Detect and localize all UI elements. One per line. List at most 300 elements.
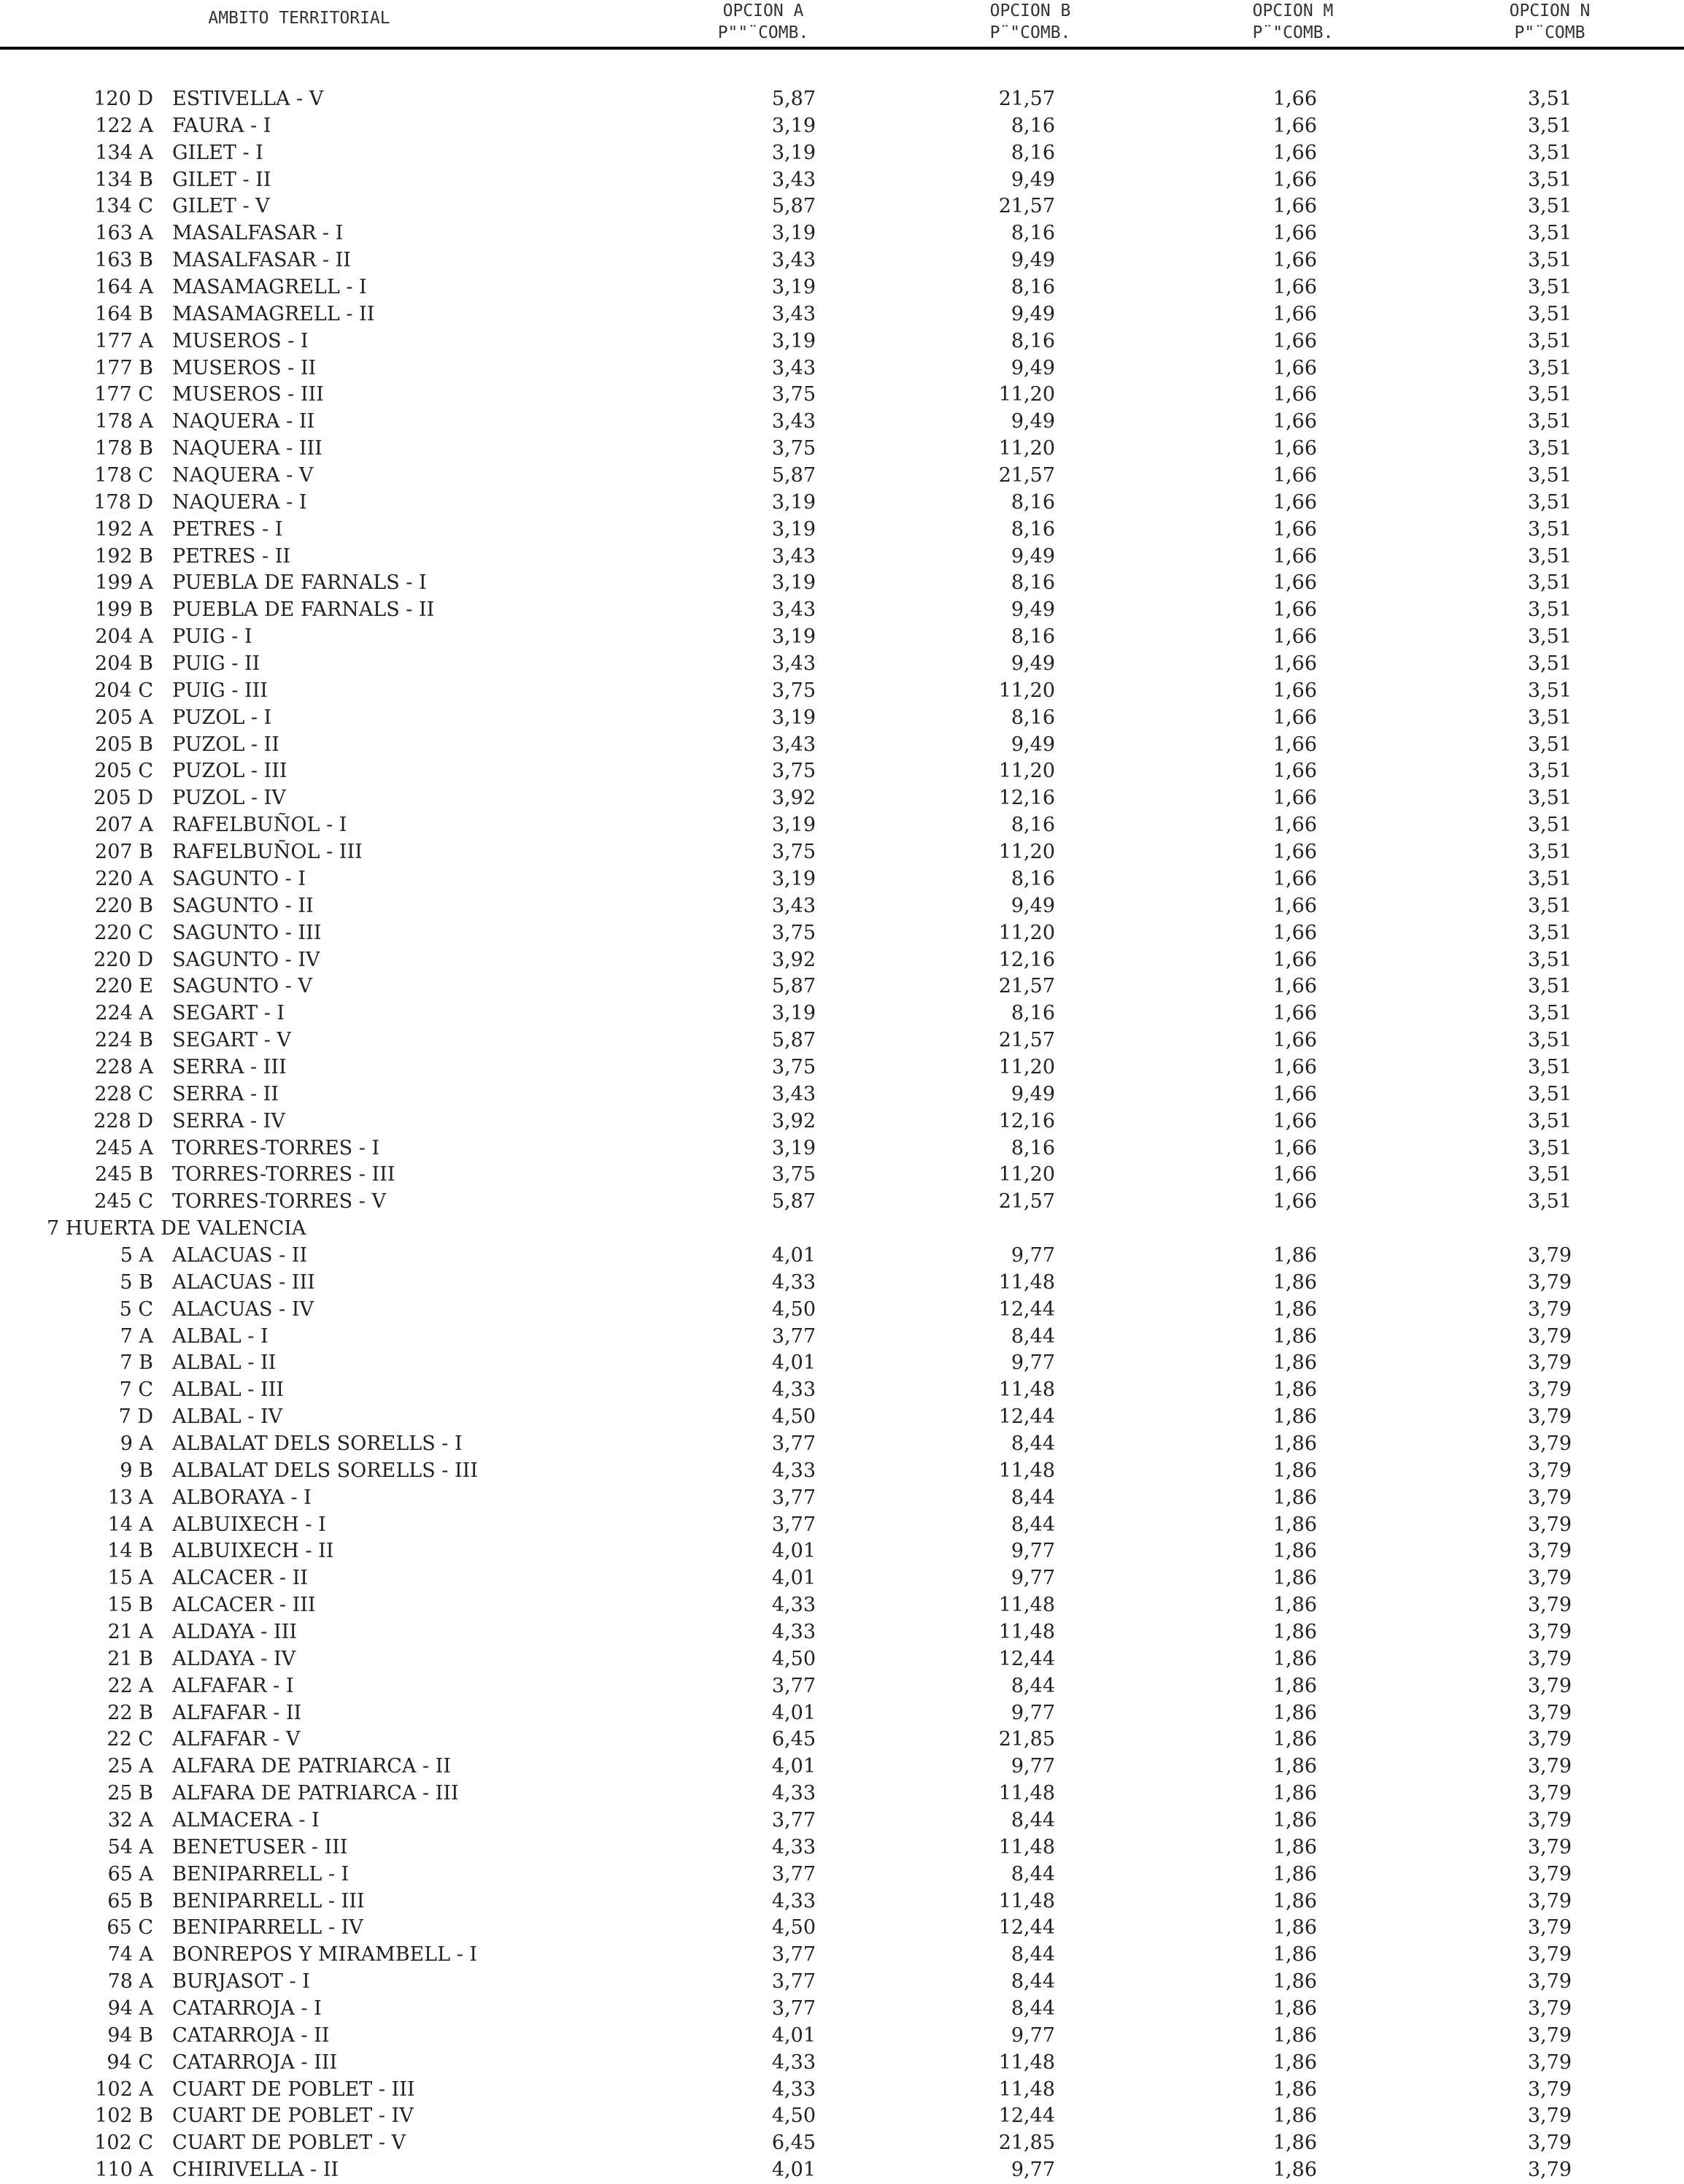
row-code: 134 A xyxy=(95,141,153,164)
row-opcion-b: 12,16 xyxy=(998,787,1055,810)
row-opcion-m: 1,86 xyxy=(1272,1997,1317,2021)
row-opcion-b: 21,57 xyxy=(998,1029,1055,1052)
row-opcion-b: 11,48 xyxy=(998,2050,1055,2074)
row-code: 205 B xyxy=(95,733,153,756)
row-opcion-n: 3,79 xyxy=(1527,1916,1572,1940)
row-opcion-a: 3,19 xyxy=(771,490,816,514)
table-row xyxy=(0,140,1684,167)
row-opcion-b: 12,16 xyxy=(998,948,1055,971)
row-opcion-n: 3,51 xyxy=(1527,894,1572,917)
row-opcion-m: 1,86 xyxy=(1272,1943,1317,1967)
row-opcion-m: 1,86 xyxy=(1272,1243,1317,1267)
row-opcion-a: 3,43 xyxy=(771,544,816,568)
row-ambito-name: MUSEROS - III xyxy=(172,383,324,406)
row-opcion-a: 3,19 xyxy=(771,517,816,541)
row-opcion-b: 9,49 xyxy=(1011,598,1055,622)
row-opcion-n: 3,51 xyxy=(1527,464,1572,487)
row-opcion-b: 9,49 xyxy=(1011,652,1055,676)
row-opcion-a: 3,19 xyxy=(771,625,816,649)
row-opcion-b: 9,49 xyxy=(1011,302,1055,325)
row-opcion-a: 3,77 xyxy=(771,1970,816,1994)
row-opcion-m: 1,66 xyxy=(1272,841,1317,864)
row-code: 205 D xyxy=(93,787,153,810)
row-opcion-n: 3,79 xyxy=(1527,2050,1572,2074)
row-opcion-n: 3,79 xyxy=(1527,2158,1572,2182)
row-opcion-n: 3,51 xyxy=(1527,88,1572,110)
row-code: 15 A xyxy=(107,1567,153,1590)
row-ambito-name: PUIG - II xyxy=(172,652,260,676)
row-code: 134 B xyxy=(95,168,153,191)
row-opcion-a: 4,01 xyxy=(771,1701,816,1724)
row-opcion-n: 3,79 xyxy=(1527,1728,1572,1751)
row-opcion-b: 21,85 xyxy=(998,1728,1055,1751)
row-opcion-a: 4,33 xyxy=(771,1782,816,1805)
table-row xyxy=(0,1377,1684,1404)
row-ambito-name: SAGUNTO - IV xyxy=(172,948,320,971)
row-code: 220 E xyxy=(95,975,153,998)
row-opcion-n: 3,79 xyxy=(1527,1701,1572,1724)
row-ambito-name: NAQUERA - III xyxy=(172,437,322,460)
row-opcion-m: 1,86 xyxy=(1272,2104,1317,2128)
row-code: 7 D xyxy=(118,1405,153,1429)
row-opcion-b: 8,44 xyxy=(1011,1513,1055,1536)
row-opcion-b: 21,57 xyxy=(998,464,1055,487)
row-ambito-name: ALCACER - III xyxy=(172,1594,316,1617)
row-opcion-a: 3,43 xyxy=(771,168,816,191)
table-row xyxy=(0,1646,1684,1673)
row-opcion-n: 3,51 xyxy=(1527,1082,1572,1105)
row-ambito-name: ALBAL - I xyxy=(172,1324,269,1348)
row-opcion-b: 8,44 xyxy=(1011,1997,1055,2021)
row-ambito-name: SAGUNTO - III xyxy=(172,921,322,944)
row-opcion-a: 4,01 xyxy=(771,1243,816,1267)
header-opcion-m-title: OPCION M xyxy=(1252,1,1334,20)
row-opcion-m: 1,86 xyxy=(1272,1647,1317,1670)
row-code: 5 C xyxy=(119,1297,153,1321)
table-row xyxy=(0,1350,1684,1377)
row-code: 228 A xyxy=(95,1055,153,1079)
row-ambito-name: BURJASOT - I xyxy=(172,1970,310,1994)
table-row xyxy=(0,866,1684,893)
row-opcion-a: 5,87 xyxy=(771,88,816,110)
row-ambito-name: RAFELBUÑOL - I xyxy=(172,814,347,837)
row-ambito-name: ESTIVELLA - V xyxy=(172,88,324,110)
row-ambito-name: SERRA - II xyxy=(172,1082,279,1105)
table-row xyxy=(0,247,1684,274)
row-opcion-m: 1,66 xyxy=(1272,383,1317,406)
row-code: 65 B xyxy=(107,1889,153,1913)
row-opcion-b: 11,48 xyxy=(998,1889,1055,1913)
row-opcion-m: 1,66 xyxy=(1272,1190,1317,1213)
header-opcion-a xyxy=(676,0,851,44)
row-opcion-n: 3,51 xyxy=(1527,1136,1572,1159)
row-code: 245 C xyxy=(94,1190,153,1213)
row-opcion-m: 1,66 xyxy=(1272,544,1317,568)
table-row xyxy=(0,839,1684,866)
row-opcion-b: 8,16 xyxy=(1011,867,1055,890)
row-opcion-m: 1,86 xyxy=(1272,1405,1317,1429)
row-opcion-b: 11,20 xyxy=(998,437,1055,460)
table-row xyxy=(0,597,1684,624)
table-row xyxy=(0,2050,1684,2077)
table-row xyxy=(0,1270,1684,1297)
row-opcion-a: 3,75 xyxy=(771,1055,816,1079)
table-row xyxy=(0,167,1684,194)
row-ambito-name: ALMACERA - I xyxy=(172,1809,320,1832)
row-opcion-m: 1,86 xyxy=(1272,1486,1317,1509)
row-opcion-b: 8,16 xyxy=(1011,114,1055,137)
row-opcion-n: 3,51 xyxy=(1527,1109,1572,1132)
row-code: 163 B xyxy=(95,249,153,272)
row-opcion-a: 5,87 xyxy=(771,1190,816,1213)
row-opcion-a: 3,19 xyxy=(771,1136,816,1159)
row-opcion-b: 9,77 xyxy=(1011,1755,1055,1778)
row-ambito-name: ALFARA DE PATRIARCA - II xyxy=(172,1755,451,1778)
row-opcion-m: 1,66 xyxy=(1272,195,1317,218)
row-ambito-name: ALFAFAR - I xyxy=(172,1674,294,1697)
row-opcion-a: 6,45 xyxy=(771,2131,816,2155)
row-opcion-n: 3,79 xyxy=(1527,2131,1572,2155)
row-code: 228 C xyxy=(94,1082,153,1105)
row-opcion-a: 3,77 xyxy=(771,1513,816,1536)
row-opcion-n: 3,51 xyxy=(1527,787,1572,810)
row-opcion-a: 3,19 xyxy=(771,222,816,245)
table-row xyxy=(0,1404,1684,1431)
row-code: 224 B xyxy=(95,1029,153,1052)
table-row xyxy=(0,1243,1684,1270)
row-ambito-name: GILET - V xyxy=(172,195,270,218)
table-row xyxy=(0,1915,1684,1942)
row-ambito-name: PETRES - II xyxy=(172,544,291,568)
row-opcion-m: 1,86 xyxy=(1272,1782,1317,1805)
row-opcion-m: 1,66 xyxy=(1272,329,1317,352)
row-opcion-m: 1,66 xyxy=(1272,490,1317,514)
row-opcion-b: 8,44 xyxy=(1011,1970,1055,1994)
table-row xyxy=(0,301,1684,328)
row-opcion-m: 1,66 xyxy=(1272,706,1317,729)
table-row xyxy=(0,1592,1684,1619)
table-row xyxy=(0,517,1684,544)
row-opcion-n: 3,79 xyxy=(1527,1378,1572,1402)
row-opcion-a: 3,75 xyxy=(771,679,816,702)
row-ambito-name: CUART DE POBLET - III xyxy=(172,2077,415,2101)
table-row xyxy=(0,1780,1684,1807)
row-code: 207 A xyxy=(95,814,153,837)
row-opcion-m: 1,86 xyxy=(1272,1594,1317,1617)
row-code: 220 C xyxy=(94,921,153,944)
row-opcion-n: 3,51 xyxy=(1527,1055,1572,1079)
row-opcion-n: 3,51 xyxy=(1527,1163,1572,1186)
row-opcion-a: 3,75 xyxy=(771,1163,816,1186)
row-opcion-b: 8,16 xyxy=(1011,329,1055,352)
row-ambito-name: TORRES-TORRES - V xyxy=(172,1190,386,1213)
row-opcion-n: 3,51 xyxy=(1527,975,1572,998)
row-code: 9 B xyxy=(120,1459,153,1482)
row-code: 94 C xyxy=(107,2050,153,2074)
header-opcion-m-unit: P¨"COMB. xyxy=(1252,23,1334,42)
row-opcion-a: 4,01 xyxy=(771,1351,816,1375)
row-opcion-b: 9,77 xyxy=(1011,1567,1055,1590)
row-opcion-a: 3,92 xyxy=(771,787,816,810)
table-row xyxy=(0,785,1684,812)
row-opcion-m: 1,66 xyxy=(1272,114,1317,137)
table-row xyxy=(0,1969,1684,1996)
row-opcion-a: 4,50 xyxy=(771,2104,816,2128)
table-row xyxy=(0,1324,1684,1351)
table-row xyxy=(0,1512,1684,1539)
row-opcion-b: 8,16 xyxy=(1011,222,1055,245)
row-opcion-m: 1,66 xyxy=(1272,437,1317,460)
row-code: 204 C xyxy=(94,679,153,702)
row-opcion-m: 1,66 xyxy=(1272,1109,1317,1132)
table-row xyxy=(0,1996,1684,2023)
row-opcion-a: 3,19 xyxy=(771,329,816,352)
table-row xyxy=(0,1297,1684,1324)
table-row xyxy=(0,893,1684,920)
row-opcion-a: 3,43 xyxy=(771,249,816,272)
row-opcion-b: 21,85 xyxy=(998,2131,1055,2155)
row-opcion-a: 3,19 xyxy=(771,706,816,729)
row-code: 9 A xyxy=(120,1432,153,1455)
header-opcion-n-title: OPCION N xyxy=(1509,1,1591,20)
row-opcion-a: 3,43 xyxy=(771,302,816,325)
header-opcion-a-title: OPCION A xyxy=(722,1,804,20)
table-row xyxy=(0,1538,1684,1565)
row-ambito-name: SAGUNTO - V xyxy=(172,975,312,998)
row-ambito-name: ALBAL - II xyxy=(172,1351,277,1375)
row-ambito-name: MUSEROS - I xyxy=(172,329,309,352)
table-row xyxy=(0,1485,1684,1512)
row-opcion-n: 3,79 xyxy=(1527,1513,1572,1536)
row-opcion-m: 1,86 xyxy=(1272,1270,1317,1294)
row-code: 224 A xyxy=(95,1002,153,1025)
row-opcion-n: 3,79 xyxy=(1527,1647,1572,1670)
row-opcion-b: 11,48 xyxy=(998,1620,1055,1643)
row-opcion-m: 1,66 xyxy=(1272,1163,1317,1186)
row-opcion-a: 3,75 xyxy=(771,921,816,944)
row-opcion-b: 11,20 xyxy=(998,679,1055,702)
row-code: 102 B xyxy=(95,2104,153,2128)
row-code: 205 C xyxy=(94,760,153,783)
row-opcion-m: 1,66 xyxy=(1272,222,1317,245)
row-ambito-name: ALBAL - IV xyxy=(172,1405,283,1429)
row-ambito-name: ALACUAS - III xyxy=(172,1270,315,1294)
row-opcion-m: 1,66 xyxy=(1272,302,1317,325)
table-row xyxy=(0,678,1684,705)
row-ambito-name: ALDAYA - IV xyxy=(172,1647,296,1670)
row-opcion-n: 3,79 xyxy=(1527,1459,1572,1482)
row-ambito-name: NAQUERA - II xyxy=(172,410,315,433)
row-code: 178 B xyxy=(95,437,153,460)
row-opcion-m: 1,86 xyxy=(1272,1916,1317,1940)
table-row xyxy=(0,758,1684,785)
row-code: 177 A xyxy=(95,329,153,352)
row-code: 205 A xyxy=(95,706,153,729)
row-code: 65 A xyxy=(107,1862,153,1886)
row-opcion-b: 9,77 xyxy=(1011,2158,1055,2182)
table-row xyxy=(0,570,1684,597)
table-row xyxy=(0,409,1684,436)
row-opcion-m: 1,86 xyxy=(1272,1755,1317,1778)
row-code: 199 B xyxy=(95,598,153,622)
row-ambito-name: CATARROJA - II xyxy=(172,2023,330,2047)
row-opcion-m: 1,86 xyxy=(1272,1540,1317,1563)
row-opcion-n: 3,79 xyxy=(1527,1782,1572,1805)
row-opcion-b: 8,16 xyxy=(1011,571,1055,595)
row-opcion-a: 3,19 xyxy=(771,867,816,890)
row-opcion-m: 1,66 xyxy=(1272,276,1317,299)
row-ambito-name: BENIPARRELL - III xyxy=(172,1889,365,1913)
header-opcion-n-unit: P"¨COMB xyxy=(1514,23,1585,42)
row-opcion-m: 1,86 xyxy=(1272,1970,1317,1994)
row-code: 14 B xyxy=(107,1540,153,1563)
row-code: 32 A xyxy=(107,1809,153,1832)
row-ambito-name: SERRA - IV xyxy=(172,1109,285,1132)
row-ambito-name: BENIPARRELL - I xyxy=(172,1862,349,1886)
table-row xyxy=(0,328,1684,355)
row-ambito-name: CATARROJA - I xyxy=(172,1997,322,2021)
row-ambito-name: TORRES-TORRES - I xyxy=(172,1136,380,1159)
row-opcion-b: 8,44 xyxy=(1011,1486,1055,1509)
row-opcion-m: 1,86 xyxy=(1272,2077,1317,2101)
row-opcion-b: 8,16 xyxy=(1011,141,1055,164)
row-ambito-name: ALACUAS - II xyxy=(172,1243,308,1267)
table-row xyxy=(0,1834,1684,1861)
table-row xyxy=(0,274,1684,301)
row-opcion-b: 9,77 xyxy=(1011,1701,1055,1724)
row-ambito-name: SERRA - III xyxy=(172,1055,287,1079)
table-row xyxy=(0,1807,1684,1834)
row-opcion-n: 3,51 xyxy=(1527,625,1572,649)
row-ambito-name: ALBALAT DELS SORELLS - III xyxy=(172,1459,478,1482)
row-opcion-a: 3,75 xyxy=(771,841,816,864)
table-row xyxy=(0,1565,1684,1592)
row-opcion-m: 1,86 xyxy=(1272,1432,1317,1455)
row-opcion-n: 3,79 xyxy=(1527,1835,1572,1859)
row-code: 25 A xyxy=(107,1755,153,1778)
row-opcion-n: 3,51 xyxy=(1527,410,1572,433)
row-opcion-n: 3,79 xyxy=(1527,1567,1572,1590)
table-row xyxy=(0,1942,1684,1969)
row-opcion-m: 1,86 xyxy=(1272,1378,1317,1402)
row-opcion-n: 3,51 xyxy=(1527,517,1572,541)
row-ambito-name: SEGART - I xyxy=(172,1002,285,1025)
row-opcion-m: 1,66 xyxy=(1272,814,1317,837)
row-opcion-b: 8,16 xyxy=(1011,706,1055,729)
row-opcion-a: 3,77 xyxy=(771,1943,816,1967)
row-code: 25 B xyxy=(107,1782,153,1805)
row-opcion-b: 9,49 xyxy=(1011,544,1055,568)
row-opcion-m: 1,86 xyxy=(1272,1459,1317,1482)
table-row xyxy=(0,1888,1684,1915)
table-row xyxy=(0,2130,1684,2157)
row-ambito-name: CATARROJA - III xyxy=(172,2050,338,2074)
row-code: 15 B xyxy=(107,1594,153,1617)
row-opcion-a: 3,75 xyxy=(771,383,816,406)
row-ambito-name: PUZOL - III xyxy=(172,760,287,783)
row-ambito-name: CUART DE POBLET - V xyxy=(172,2131,406,2155)
row-opcion-n: 3,51 xyxy=(1527,948,1572,971)
row-opcion-n: 3,51 xyxy=(1527,760,1572,783)
region-heading-row xyxy=(0,1216,1684,1243)
row-opcion-n: 3,51 xyxy=(1527,1029,1572,1052)
row-opcion-n: 3,79 xyxy=(1527,1297,1572,1321)
row-opcion-a: 3,77 xyxy=(771,1674,816,1697)
row-opcion-a: 3,19 xyxy=(771,814,816,837)
row-code: 120 D xyxy=(93,88,153,110)
row-code: 177 B xyxy=(95,356,153,379)
row-opcion-a: 4,01 xyxy=(771,1540,816,1563)
row-opcion-m: 1,66 xyxy=(1272,464,1317,487)
row-code: 5 B xyxy=(120,1270,153,1294)
row-code: 7 C xyxy=(119,1378,153,1402)
row-opcion-a: 4,01 xyxy=(771,2158,816,2182)
row-code: 22 B xyxy=(107,1701,153,1724)
row-opcion-m: 1,66 xyxy=(1272,1002,1317,1025)
row-opcion-n: 3,51 xyxy=(1527,114,1572,137)
table-row xyxy=(0,1673,1684,1700)
row-opcion-b: 9,49 xyxy=(1011,894,1055,917)
row-code: 164 A xyxy=(95,276,153,299)
row-opcion-b: 11,20 xyxy=(998,1055,1055,1079)
row-opcion-b: 9,49 xyxy=(1011,249,1055,272)
row-ambito-name: PUZOL - I xyxy=(172,706,272,729)
row-opcion-m: 1,86 xyxy=(1272,2131,1317,2155)
row-opcion-m: 1,86 xyxy=(1272,1862,1317,1886)
row-code: 228 D xyxy=(93,1109,153,1132)
row-opcion-b: 8,16 xyxy=(1011,814,1055,837)
table-row xyxy=(0,973,1684,1000)
row-opcion-b: 9,49 xyxy=(1011,410,1055,433)
row-opcion-b: 9,49 xyxy=(1011,168,1055,191)
table-row xyxy=(0,2023,1684,2050)
row-opcion-n: 3,79 xyxy=(1527,1540,1572,1563)
table-row xyxy=(0,920,1684,947)
table-row xyxy=(0,490,1684,517)
row-ambito-name: PUZOL - IV xyxy=(172,787,286,810)
row-opcion-b: 9,77 xyxy=(1011,1243,1055,1267)
row-opcion-n: 3,51 xyxy=(1527,814,1572,837)
row-opcion-a: 3,75 xyxy=(771,760,816,783)
row-opcion-a: 3,77 xyxy=(771,1862,816,1886)
row-opcion-a: 3,77 xyxy=(771,1324,816,1348)
header-ambito: AMBITO TERRITORIAL xyxy=(208,9,390,28)
row-ambito-name: GILET - II xyxy=(172,168,271,191)
row-opcion-a: 3,77 xyxy=(771,1486,816,1509)
row-opcion-n: 3,51 xyxy=(1527,276,1572,299)
header-opcion-b xyxy=(943,0,1118,44)
row-code: 22 A xyxy=(107,1674,153,1697)
row-opcion-n: 3,51 xyxy=(1527,598,1572,622)
table-row xyxy=(0,355,1684,382)
row-opcion-n: 3,51 xyxy=(1527,1190,1572,1213)
row-opcion-a: 4,50 xyxy=(771,1647,816,1670)
row-opcion-n: 3,79 xyxy=(1527,2077,1572,2101)
row-opcion-b: 12,44 xyxy=(998,1297,1055,1321)
row-opcion-b: 9,77 xyxy=(1011,1540,1055,1563)
row-opcion-n: 3,79 xyxy=(1527,1620,1572,1643)
header-opcion-a-unit: P""¨COMB. xyxy=(717,23,809,42)
row-opcion-m: 1,66 xyxy=(1272,975,1317,998)
row-opcion-n: 3,51 xyxy=(1527,437,1572,460)
row-opcion-m: 1,66 xyxy=(1272,88,1317,110)
row-opcion-m: 1,86 xyxy=(1272,1620,1317,1643)
row-code: 220 A xyxy=(95,867,153,890)
table-row xyxy=(0,220,1684,247)
row-ambito-name: MASALFASAR - I xyxy=(172,222,344,245)
row-opcion-a: 4,33 xyxy=(771,2077,816,2101)
row-ambito-name: MUSEROS - II xyxy=(172,356,317,379)
